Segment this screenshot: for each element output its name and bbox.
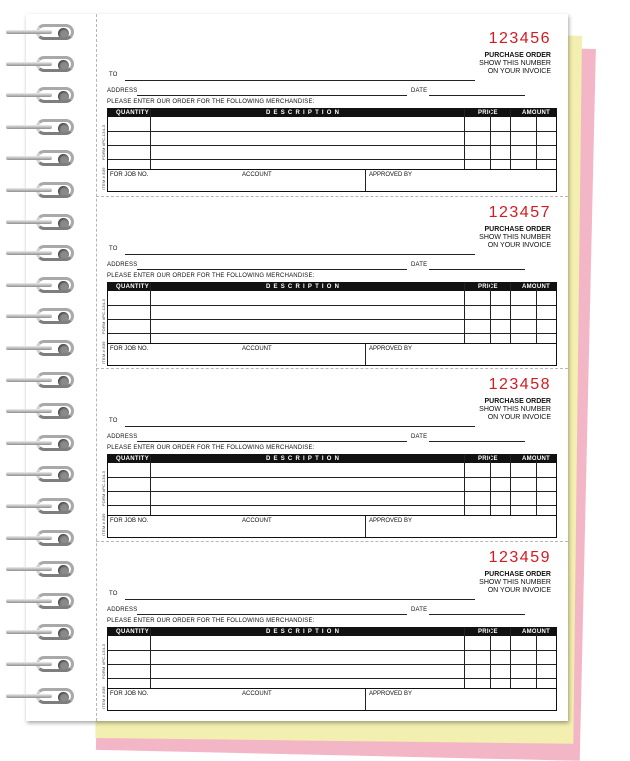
- to-label: TO: [109, 418, 118, 424]
- form-footer: [107, 170, 557, 192]
- binding-coil: [0, 119, 80, 137]
- table-row[interactable]: [108, 131, 556, 132]
- date-label: DATE: [411, 88, 428, 94]
- quantity-header: QUANTITY: [116, 456, 150, 462]
- binding-coil: [0, 340, 80, 358]
- table-header: [108, 628, 556, 636]
- address-field[interactable]: [137, 614, 407, 615]
- column-divider: [510, 628, 511, 688]
- address-label: ADDRESS: [107, 88, 138, 94]
- column-divider: [150, 628, 151, 688]
- po-title: PURCHASE ORDER: [484, 571, 551, 578]
- approved-by-field[interactable]: APPROVED BY: [369, 518, 413, 524]
- job-number-field[interactable]: FOR JOB NO.: [110, 518, 149, 524]
- binding-coil: [0, 372, 80, 390]
- order-instruction: PLEASE ENTER OUR ORDER FOR THE FOLLOWING MERCHANDISE:: [107, 273, 315, 279]
- column-divider: [536, 109, 537, 169]
- show-number-note: SHOW THIS NUMBER: [479, 579, 551, 586]
- date-label: DATE: [411, 434, 428, 440]
- on-invoice-note: ON YOUR INVOICE: [487, 414, 551, 421]
- table-row[interactable]: [108, 678, 556, 679]
- binding-coil: [0, 150, 80, 168]
- item-code: ITEM # 839: [101, 167, 106, 190]
- po-number: 123459: [488, 549, 551, 566]
- table-row[interactable]: [108, 664, 556, 665]
- address-label: ADDRESS: [107, 262, 138, 268]
- binding-coil: [0, 688, 80, 706]
- table-row[interactable]: [108, 491, 556, 492]
- column-divider: [464, 628, 465, 688]
- approved-by-field[interactable]: APPROVED BY: [369, 346, 413, 352]
- binding-coil: [0, 245, 80, 263]
- show-number-note: SHOW THIS NUMBER: [479, 234, 551, 241]
- table-header: [108, 283, 556, 291]
- to-label: TO: [109, 72, 118, 78]
- binding-coil: [0, 498, 80, 516]
- binding-coil: [0, 24, 80, 42]
- binding-coil: [0, 466, 80, 484]
- account-field[interactable]: ACCOUNT: [242, 172, 272, 178]
- binding-coil: [0, 56, 80, 74]
- table-row[interactable]: [108, 333, 556, 334]
- table-row[interactable]: [108, 145, 556, 146]
- merchandise-table: [107, 627, 557, 689]
- footer-divider: [365, 344, 366, 365]
- quantity-header: QUANTITY: [116, 110, 150, 116]
- tear-perforation: [96, 368, 568, 369]
- column-divider: [150, 455, 151, 515]
- quantity-header: QUANTITY: [116, 629, 150, 635]
- column-divider: [536, 628, 537, 688]
- binding-coil: [0, 530, 80, 548]
- on-invoice-note: ON YOUR INVOICE: [487, 68, 551, 75]
- purchase-order-form: [101, 204, 557, 364]
- account-field[interactable]: ACCOUNT: [242, 691, 272, 697]
- binding-coil: [0, 435, 80, 453]
- price-header: PRICE: [478, 456, 498, 462]
- column-divider: [490, 455, 491, 515]
- column-divider: [536, 455, 537, 515]
- to-label: TO: [109, 246, 118, 252]
- column-divider: [464, 283, 465, 343]
- merchandise-table: [107, 282, 557, 344]
- job-number-field[interactable]: FOR JOB NO.: [110, 346, 149, 352]
- merchandise-table: [107, 108, 557, 170]
- table-row[interactable]: [108, 650, 556, 651]
- tear-perforation: [96, 196, 568, 197]
- approved-by-field[interactable]: APPROVED BY: [369, 172, 413, 178]
- column-divider: [536, 283, 537, 343]
- binding-coil: [0, 308, 80, 326]
- item-code: ITEM # 839: [101, 686, 106, 709]
- form-code: FORM #PC-134-3: [101, 298, 106, 334]
- table-row[interactable]: [108, 505, 556, 506]
- item-code: ITEM # 839: [101, 341, 106, 364]
- form-code: FORM #PC-134-3: [101, 643, 106, 679]
- description-header: DESCRIPTION: [266, 456, 343, 462]
- column-divider: [490, 109, 491, 169]
- date-field[interactable]: [429, 614, 525, 615]
- quantity-header: QUANTITY: [116, 284, 150, 290]
- table-header: [108, 455, 556, 463]
- form-footer: [107, 344, 557, 366]
- order-instruction: PLEASE ENTER OUR ORDER FOR THE FOLLOWING MERCHANDISE:: [107, 445, 315, 451]
- to-field[interactable]: [125, 80, 475, 81]
- address-field[interactable]: [137, 95, 407, 96]
- description-header: DESCRIPTION: [266, 284, 343, 290]
- to-field[interactable]: [125, 599, 475, 600]
- date-label: DATE: [411, 262, 428, 268]
- binding-coil: [0, 403, 80, 421]
- to-label: TO: [109, 591, 118, 597]
- footer-divider: [365, 516, 366, 537]
- column-divider: [510, 455, 511, 515]
- column-divider: [510, 109, 511, 169]
- show-number-note: SHOW THIS NUMBER: [479, 406, 551, 413]
- column-divider: [150, 109, 151, 169]
- binding-coil: [0, 561, 80, 579]
- po-number: 123458: [488, 376, 551, 393]
- to-field[interactable]: [125, 426, 475, 427]
- price-header: PRICE: [478, 629, 498, 635]
- date-field[interactable]: [429, 441, 525, 442]
- account-field[interactable]: ACCOUNT: [242, 518, 272, 524]
- date-field[interactable]: [429, 269, 525, 270]
- binding-coil: [0, 277, 80, 295]
- column-divider: [464, 109, 465, 169]
- amount-header: AMOUNT: [522, 456, 551, 462]
- form-footer: [107, 689, 557, 711]
- binding-coil: [0, 593, 80, 611]
- po-title: PURCHASE ORDER: [484, 226, 551, 233]
- address-label: ADDRESS: [107, 434, 138, 440]
- to-field[interactable]: [125, 254, 475, 255]
- table-row[interactable]: [108, 477, 556, 478]
- address-label: ADDRESS: [107, 607, 138, 613]
- tear-perforation: [96, 541, 568, 542]
- binding-coil: [0, 214, 80, 232]
- price-header: PRICE: [478, 110, 498, 116]
- date-field[interactable]: [429, 95, 525, 96]
- account-field[interactable]: ACCOUNT: [242, 346, 272, 352]
- date-label: DATE: [411, 607, 428, 613]
- form-code: FORM #PC-134-3: [101, 124, 106, 160]
- table-row[interactable]: [108, 319, 556, 320]
- table-header: [108, 109, 556, 117]
- item-code: ITEM # 839: [101, 513, 106, 536]
- footer-divider: [365, 170, 366, 191]
- approved-by-field[interactable]: APPROVED BY: [369, 691, 413, 697]
- purchase-order-form: [101, 376, 557, 536]
- purchase-order-form: [101, 30, 557, 190]
- address-field[interactable]: [137, 441, 407, 442]
- amount-header: AMOUNT: [522, 284, 551, 290]
- table-row[interactable]: [108, 159, 556, 160]
- column-divider: [464, 455, 465, 515]
- po-number: 123457: [488, 204, 551, 221]
- description-header: DESCRIPTION: [266, 110, 343, 116]
- table-row[interactable]: [108, 305, 556, 306]
- column-divider: [510, 283, 511, 343]
- show-number-note: SHOW THIS NUMBER: [479, 60, 551, 67]
- binding-coil: [0, 87, 80, 105]
- po-title: PURCHASE ORDER: [484, 52, 551, 59]
- merchandise-table: [107, 454, 557, 516]
- purchase-order-form: [101, 549, 557, 709]
- job-number-field[interactable]: FOR JOB NO.: [110, 691, 149, 697]
- binding-coil: [0, 182, 80, 200]
- form-footer: [107, 516, 557, 538]
- address-field[interactable]: [137, 269, 407, 270]
- column-divider: [490, 628, 491, 688]
- order-instruction: PLEASE ENTER OUR ORDER FOR THE FOLLOWING MERCHANDISE:: [107, 99, 315, 105]
- on-invoice-note: ON YOUR INVOICE: [487, 242, 551, 249]
- amount-header: AMOUNT: [522, 629, 551, 635]
- po-number: 123456: [488, 30, 551, 47]
- column-divider: [150, 283, 151, 343]
- purchase-order-sheet: [26, 14, 568, 721]
- binding-coil: [0, 624, 80, 642]
- column-divider: [490, 283, 491, 343]
- description-header: DESCRIPTION: [266, 629, 343, 635]
- po-title: PURCHASE ORDER: [484, 398, 551, 405]
- binding-coil: [0, 656, 80, 674]
- job-number-field[interactable]: FOR JOB NO.: [110, 172, 149, 178]
- price-header: PRICE: [478, 284, 498, 290]
- on-invoice-note: ON YOUR INVOICE: [487, 587, 551, 594]
- order-instruction: PLEASE ENTER OUR ORDER FOR THE FOLLOWING MERCHANDISE:: [107, 618, 315, 624]
- footer-divider: [365, 689, 366, 710]
- amount-header: AMOUNT: [522, 110, 551, 116]
- form-code: FORM #PC-134-3: [101, 470, 106, 506]
